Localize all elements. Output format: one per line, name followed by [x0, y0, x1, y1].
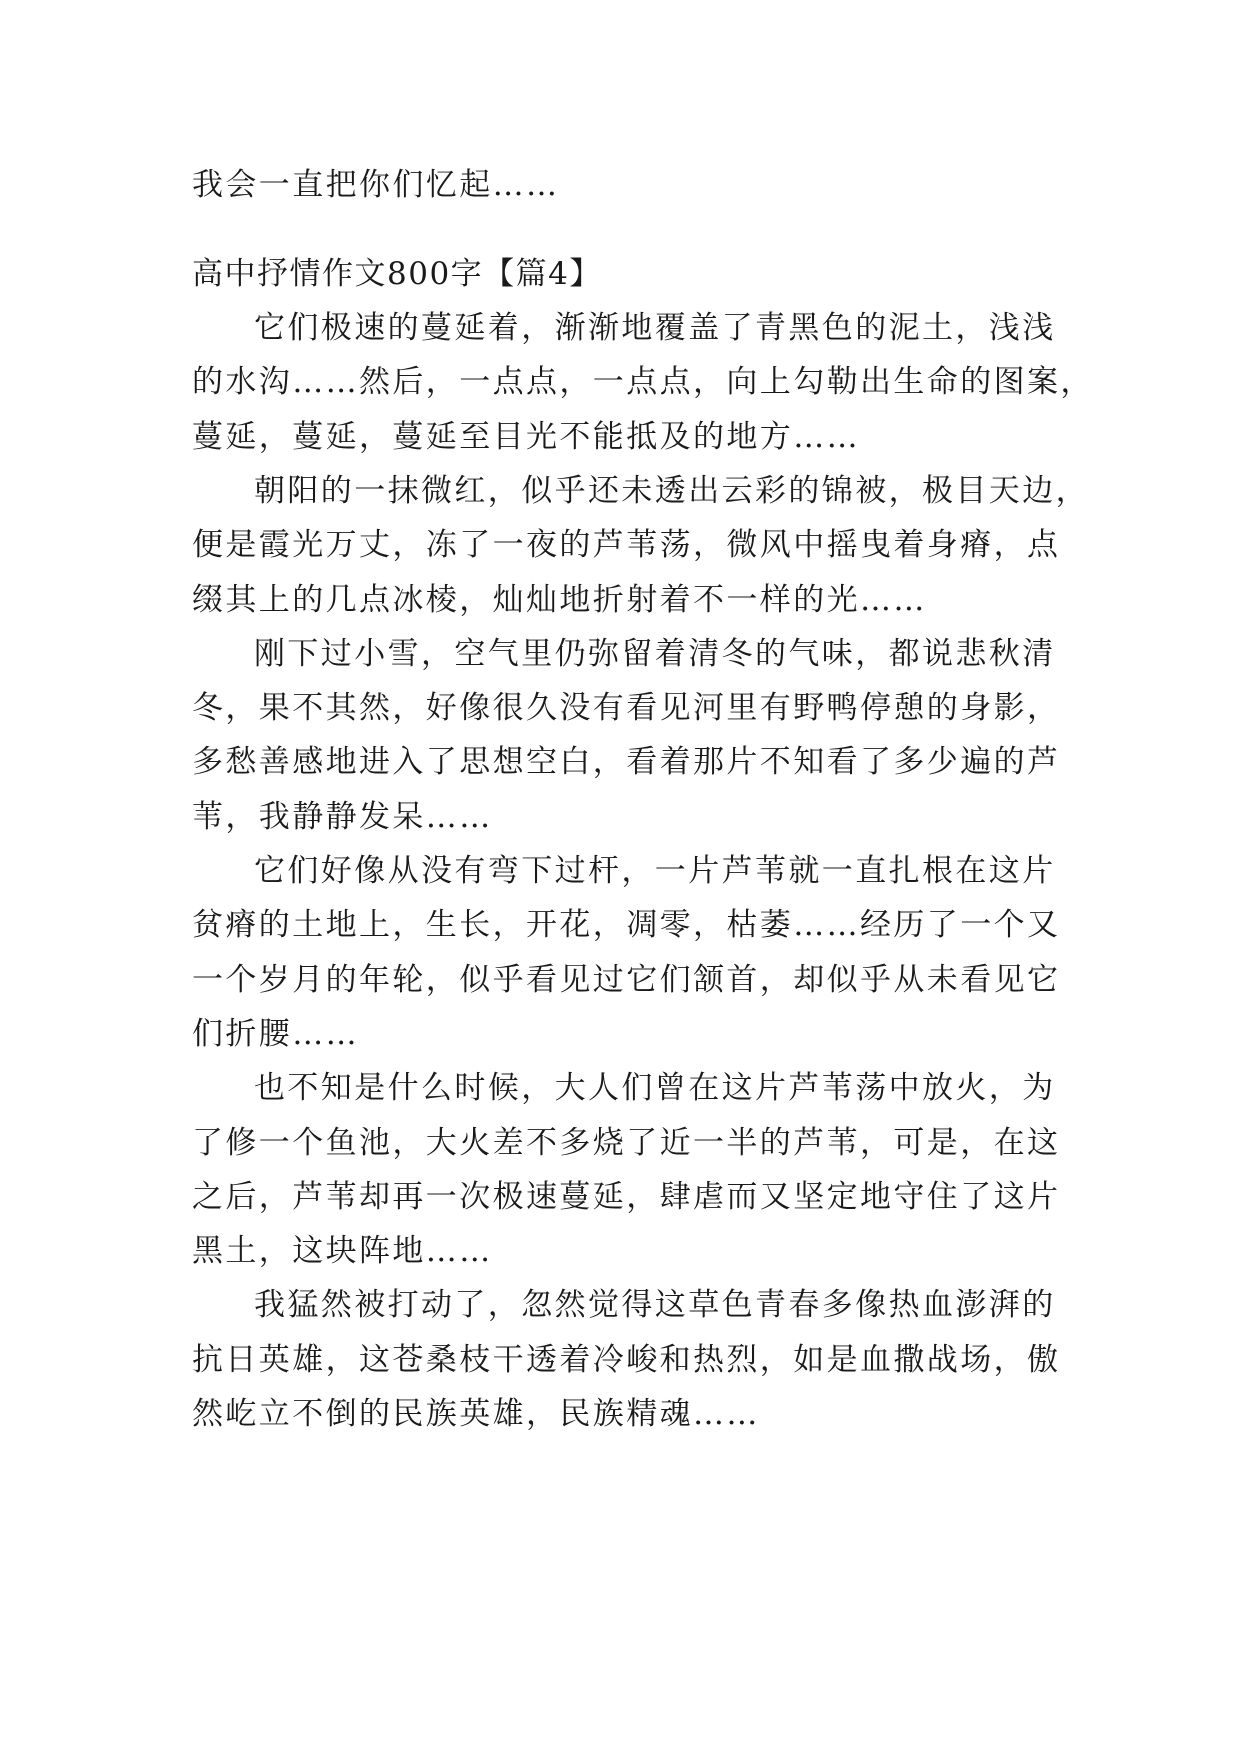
- paragraph-line: 我猛然被打动了，忽然觉得这草色青春多像热血澎湃的: [254, 1287, 1056, 1323]
- closing-line: 我会一直把你们忆起……: [192, 167, 560, 203]
- paragraph-line: 冬，果不其然，好像很久没有看见河里有野鸭停憩的身影，: [192, 690, 1061, 726]
- paragraph-line: 缀其上的几点冰棱，灿灿地折射着不一样的光……: [192, 582, 927, 618]
- paragraph-line: 蔓延，蔓延，蔓延至目光不能抵及的地方……: [192, 419, 860, 455]
- paragraph-line: 一个岁月的年轮，似乎看见过它们颔首，却似乎从未看见它: [192, 962, 1061, 998]
- paragraph-line: 多愁善感地进入了思想空白，看着那片不知看了多少遍的芦: [192, 744, 1061, 780]
- paragraph-line: 的水沟……然后，一点点，一点点，向上勾勒出生命的图案，: [192, 364, 1094, 400]
- paragraph-line: 之后，芦苇却再一次极速蔓延，肆虐而又坚定地守住了这片: [192, 1179, 1061, 1215]
- paragraph-line: 了修一个鱼池，大火差不多烧了近一半的芦苇，可是，在这: [192, 1125, 1061, 1161]
- paragraph-line: 也不知是什么时候，大人们曾在这片芦苇荡中放火，为: [254, 1070, 1056, 1106]
- paragraph-line: 刚下过小雪，空气里仍弥留着清冬的气味，都说悲秋清: [254, 636, 1056, 672]
- paragraph-line: 抗日英雄，这苍桑枝干透着冷峻和热烈，如是血撒战场，傲: [192, 1342, 1061, 1378]
- paragraph-line: 它们好像从没有弯下过杆，一片芦苇就一直扎根在这片: [254, 853, 1056, 889]
- paragraph-line: 们折腰……: [192, 1016, 359, 1052]
- paragraph-line: 便是霞光万丈，冻了一夜的芦苇荡，微风中摇曳着身瘠，点: [192, 527, 1061, 563]
- paragraph-line: 苇，我静静发呆……: [192, 799, 493, 835]
- paragraph-line: 朝阳的一抹微红，似乎还未透出云彩的锦被，极目天边，: [254, 473, 1089, 509]
- paragraph-line: 黑土，这块阵地……: [192, 1233, 493, 1269]
- section-title: 高中抒情作文800字【篇4】: [192, 256, 602, 292]
- paragraph-line: 它们极速的蔓延着，渐渐地覆盖了青黑色的泥土，浅浅: [254, 310, 1056, 346]
- paragraph-line: 然屹立不倒的民族英雄，民族精魂……: [192, 1396, 760, 1432]
- paragraph-line: 贫瘠的土地上，生长，开花，凋零，枯萎……经历了一个又: [192, 907, 1061, 943]
